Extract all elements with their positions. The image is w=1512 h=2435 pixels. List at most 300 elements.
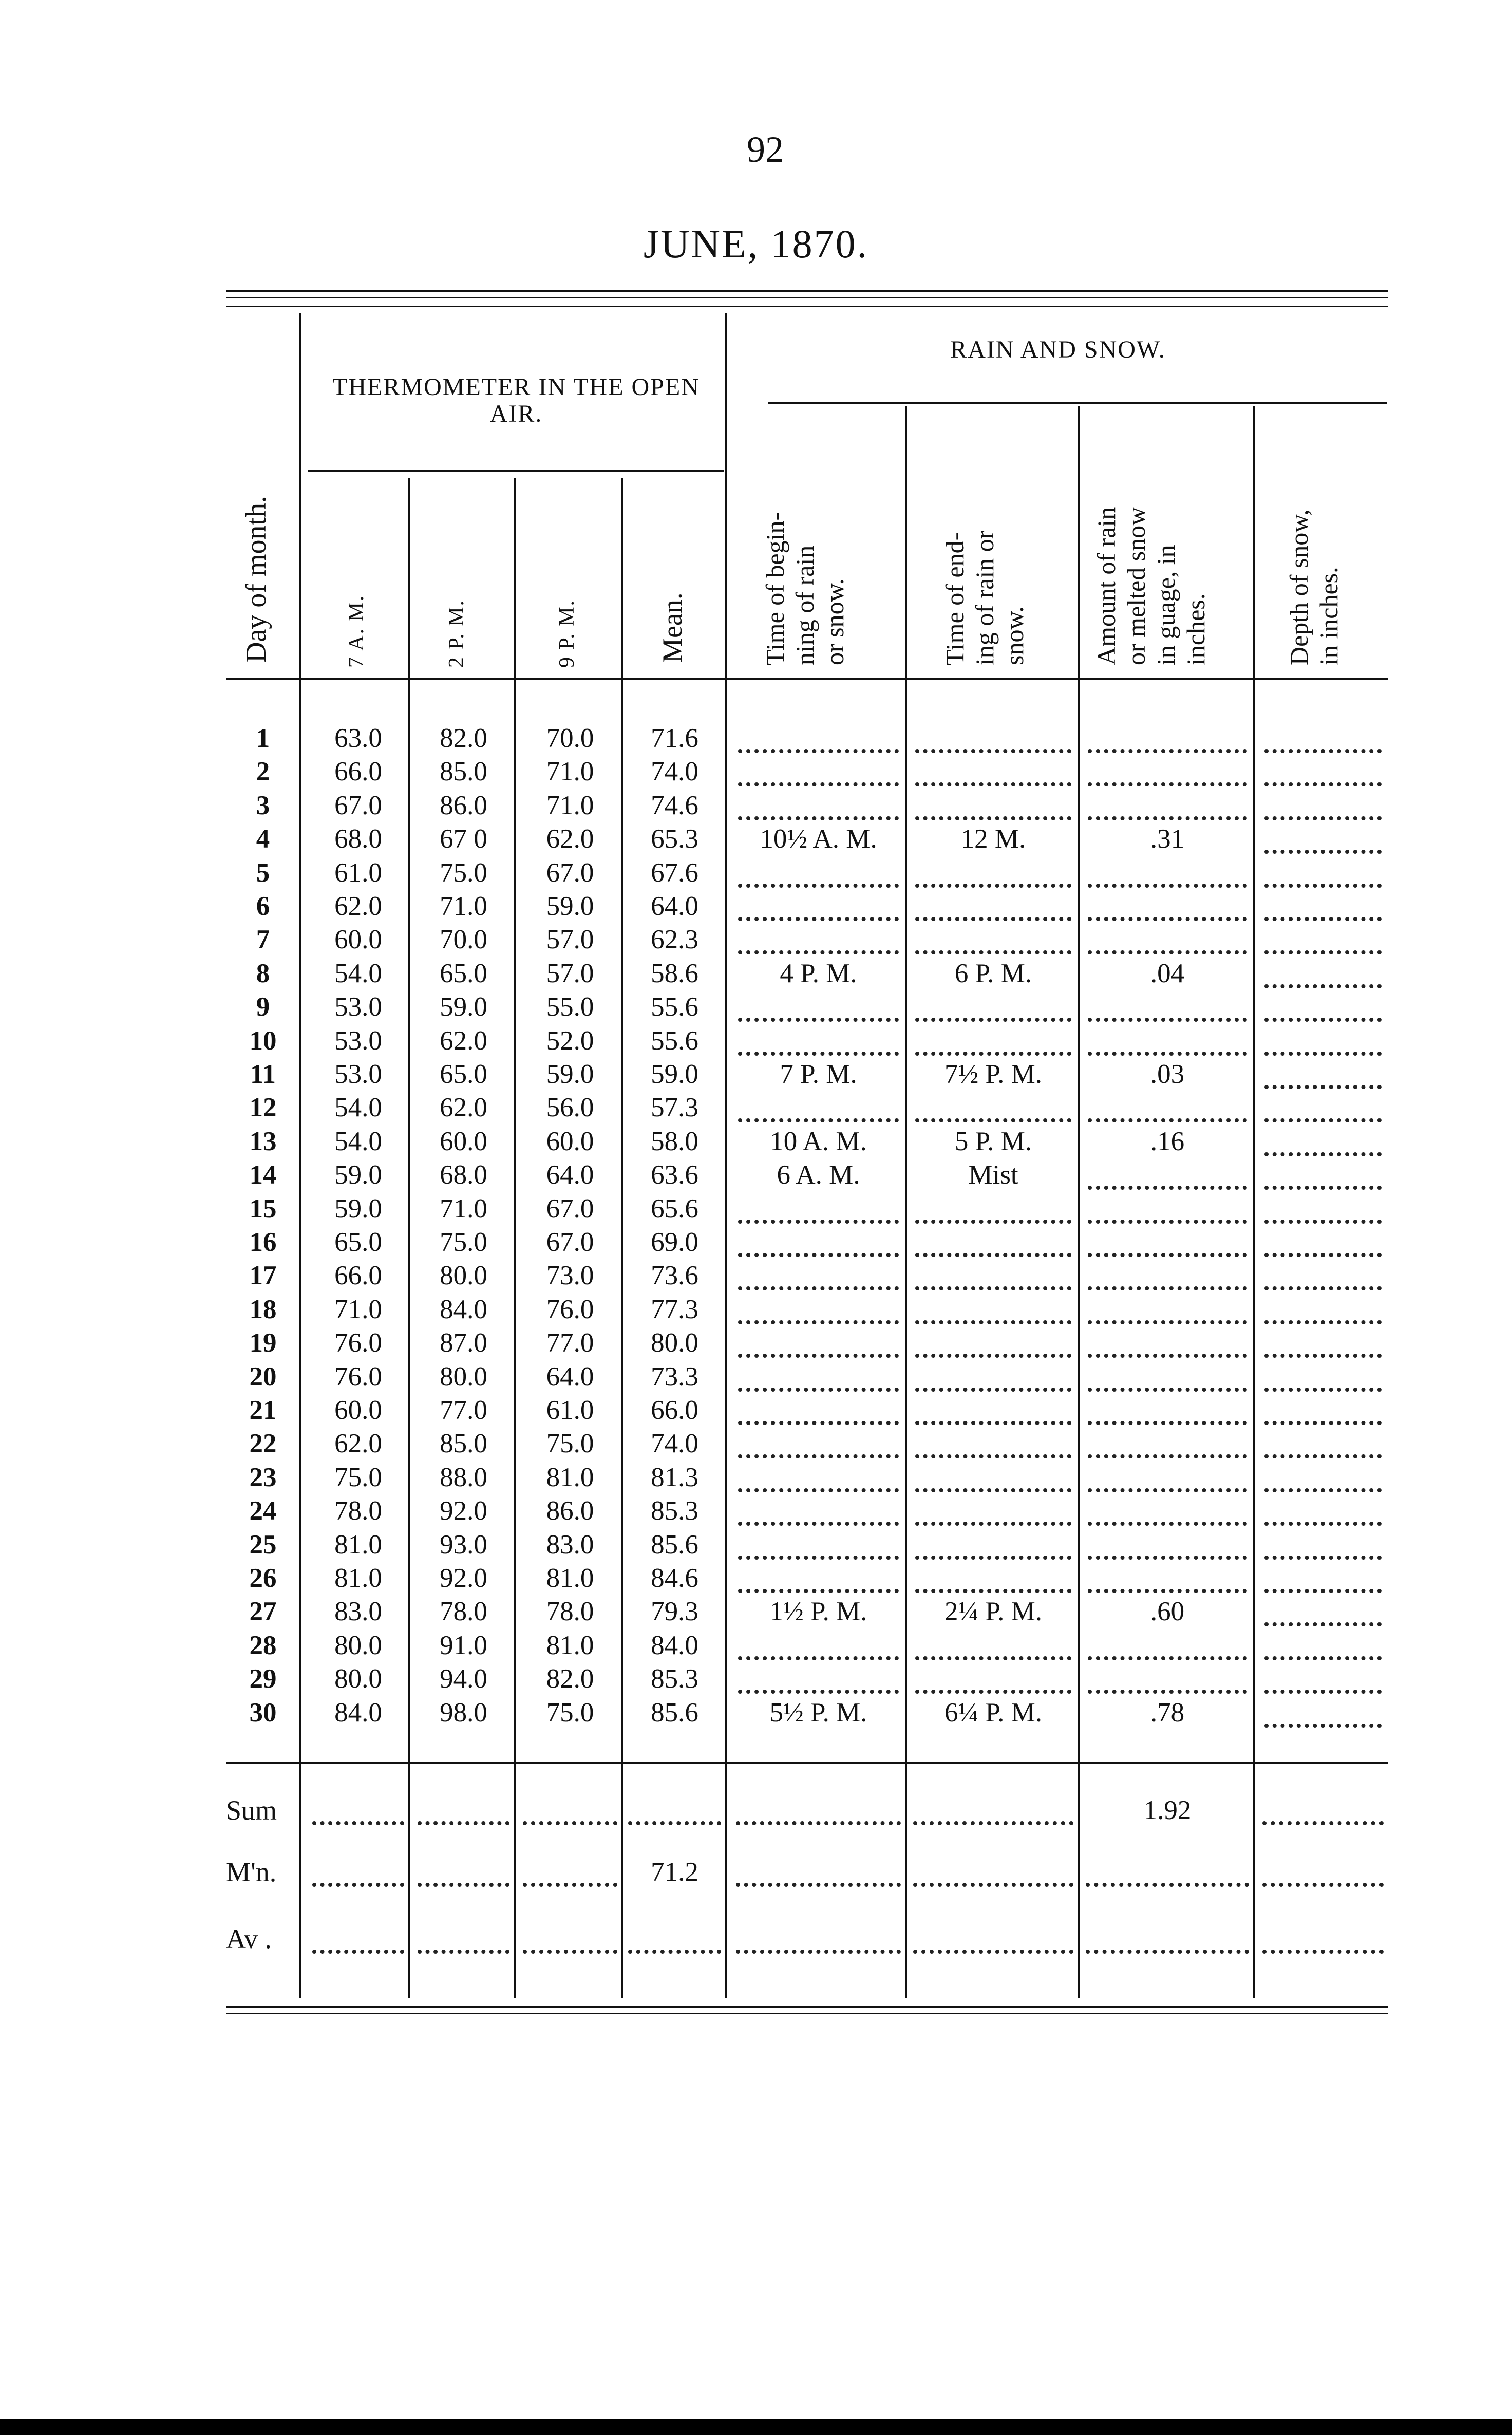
end-leader-dots (915, 921, 1071, 954)
mean-cell: 74.0 (651, 757, 698, 787)
day-cell: 22 (249, 1429, 277, 1459)
day-cell: 26 (249, 1563, 277, 1593)
depth-line-1: Depth of snow, (1284, 509, 1313, 665)
begin-leader-dots (738, 1257, 899, 1290)
t9-cell: 60.0 (546, 1126, 594, 1156)
t2-cell: 87.0 (440, 1328, 487, 1358)
time-end-line-3: snow. (1000, 606, 1029, 665)
begin-leader-dots (738, 1022, 899, 1056)
mean-cell: 69.0 (651, 1227, 698, 1257)
mean-cell: 65.3 (651, 824, 698, 854)
page-number: 92 (747, 129, 784, 170)
summary-leader-dots (312, 1920, 404, 1954)
begin-leader-dots (738, 1459, 899, 1492)
summary-leader-dots (736, 1853, 901, 1887)
depth-leader-dots (1264, 1425, 1382, 1458)
begin-leader-dots (738, 1358, 899, 1392)
t2-cell: 93.0 (440, 1529, 487, 1560)
day-cell: 30 (249, 1697, 277, 1728)
depth-leader-dots (1264, 1526, 1382, 1560)
t7-cell: 68.0 (334, 824, 382, 854)
day-cell: 2 (256, 757, 270, 787)
summary-leader-dots (913, 1853, 1073, 1887)
amount-leader-dots (1088, 720, 1247, 753)
day-cell: 12 (249, 1093, 277, 1123)
mean-cell: 71.6 (651, 723, 698, 753)
summary-leader-dots (628, 1792, 721, 1825)
t9-cell: 71.0 (546, 790, 594, 820)
depth-leader-dots (1264, 1156, 1382, 1190)
t7-cell: 59.0 (334, 1160, 382, 1190)
summary-mean-cell: 71.2 (651, 1857, 698, 1887)
t7-cell: 71.0 (334, 1294, 382, 1324)
mean-cell: 84.0 (651, 1630, 698, 1660)
begin-leader-dots (738, 1627, 899, 1660)
divider-begin (905, 406, 907, 1998)
depth-leader-dots (1264, 1022, 1382, 1056)
amount-leader-dots (1088, 1526, 1247, 1560)
t7-cell: 65.0 (334, 1227, 382, 1257)
depth-leader-dots (1264, 1224, 1382, 1257)
depth-leader-dots (1264, 1560, 1382, 1593)
t7-cell: 66.0 (334, 1261, 382, 1291)
depth-leader-dots (1264, 1660, 1382, 1694)
mean-cell: 81.3 (651, 1462, 698, 1492)
mean-cell: 55.6 (651, 992, 698, 1022)
summary-leader-dots (913, 1920, 1073, 1954)
day-cell: 25 (249, 1529, 277, 1560)
summary-leader-dots (418, 1920, 509, 1954)
t9-cell: 57.0 (546, 958, 594, 988)
t7-cell: 75.0 (334, 1462, 382, 1492)
begin-cell: 1½ P. M. (769, 1597, 867, 1627)
t7-cell: 76.0 (334, 1361, 382, 1392)
t2-cell: 62.0 (440, 1093, 487, 1123)
day-cell: 17 (249, 1261, 277, 1291)
t2-cell: 84.0 (440, 1294, 487, 1324)
begin-leader-dots (738, 720, 899, 753)
t9-cell: 52.0 (546, 1025, 594, 1056)
summary-leader-dots (1262, 1920, 1384, 1954)
begin-leader-dots (738, 1392, 899, 1425)
mean-cell: 73.6 (651, 1261, 698, 1291)
t2-cell: 62.0 (440, 1025, 487, 1056)
end-leader-dots (915, 1022, 1071, 1056)
depth-leader-dots (1264, 888, 1382, 921)
summary-leader-dots (736, 1792, 901, 1825)
depth-leader-dots (1264, 921, 1382, 954)
t9-cell: 61.0 (546, 1395, 594, 1425)
t2-cell: 80.0 (440, 1261, 487, 1291)
summary-leader-dots (1262, 1853, 1384, 1887)
t2-cell: 77.0 (440, 1395, 487, 1425)
t9-cell: 56.0 (546, 1093, 594, 1123)
day-cell: 20 (249, 1361, 277, 1392)
t2-cell: 98.0 (440, 1697, 487, 1728)
day-cell: 18 (249, 1294, 277, 1324)
day-cell: 6 (256, 891, 270, 921)
t7-cell: 84.0 (334, 1697, 382, 1728)
t9-cell: 67.0 (546, 1193, 594, 1224)
t7-cell: 78.0 (334, 1496, 382, 1526)
summary-leader-dots (418, 1792, 509, 1825)
mean-cell: 58.6 (651, 958, 698, 988)
end-leader-dots (915, 1560, 1071, 1593)
mean-cell: 85.3 (651, 1664, 698, 1694)
t7-cell: 54.0 (334, 958, 382, 988)
t7-cell: 80.0 (334, 1664, 382, 1694)
t9-cell: 67.0 (546, 1227, 594, 1257)
t9-cell: 78.0 (546, 1597, 594, 1627)
mean-cell: 77.3 (651, 1294, 698, 1324)
begin-leader-dots (738, 888, 899, 921)
begin-cell: 4 P. M. (780, 958, 857, 988)
end-leader-dots (915, 1392, 1071, 1425)
depth-leader-dots (1264, 1492, 1382, 1526)
begin-leader-dots (738, 1324, 899, 1358)
t2-cell: 75.0 (440, 857, 487, 888)
t9-cell: 71.0 (546, 757, 594, 787)
t7-cell: 81.0 (334, 1529, 382, 1560)
depth-leader-dots (1264, 753, 1382, 786)
amount-cell: .31 (1150, 824, 1185, 854)
summary-leader-dots (523, 1792, 617, 1825)
begin-leader-dots (738, 1291, 899, 1324)
t7-cell: 54.0 (334, 1126, 382, 1156)
t7-cell: 60.0 (334, 925, 382, 955)
depth-leader-dots (1264, 955, 1382, 988)
divider-7am (408, 478, 410, 1998)
end-leader-dots (915, 1224, 1071, 1257)
begin-leader-dots (738, 921, 899, 954)
top-rule (226, 290, 1388, 292)
summary-leader-dots (736, 1920, 901, 1954)
t7-cell: 83.0 (334, 1597, 382, 1627)
t9-cell: 81.0 (546, 1563, 594, 1593)
day-cell: 19 (249, 1328, 277, 1358)
end-leader-dots (915, 1291, 1071, 1324)
mean-cell: 62.3 (651, 925, 698, 955)
mean-cell: 74.0 (651, 1429, 698, 1459)
divider-9pm (621, 478, 623, 1998)
amount-leader-dots (1088, 1660, 1247, 1694)
amount-cell: .78 (1150, 1697, 1185, 1728)
day-cell: 15 (249, 1193, 277, 1224)
mean-cell: 55.6 (651, 1025, 698, 1056)
t2-cell: 85.0 (440, 1429, 487, 1459)
rain-header-line (768, 402, 1387, 404)
t9-cell: 55.0 (546, 992, 594, 1022)
mean-cell: 64.0 (651, 891, 698, 921)
depth-leader-dots (1264, 787, 1382, 820)
end-cell: 5 P. M. (954, 1126, 1032, 1156)
mean-cell: 66.0 (651, 1395, 698, 1425)
amount-leader-dots (1088, 787, 1247, 820)
t7-cell: 54.0 (334, 1093, 382, 1123)
end-leader-dots (915, 1627, 1071, 1660)
amount-cell: .04 (1150, 958, 1185, 988)
amount-leader-dots (1088, 854, 1247, 888)
day-cell: 21 (249, 1395, 277, 1425)
t9-cell: 59.0 (546, 1059, 594, 1089)
day-cell: 28 (249, 1630, 277, 1660)
begin-leader-dots (738, 1224, 899, 1257)
depth-leader-dots (1264, 1324, 1382, 1358)
mean-cell: 79.3 (651, 1597, 698, 1627)
summary-label: Sum (226, 1795, 277, 1826)
time-end-header (940, 531, 1029, 665)
amount-line-4: inches. (1181, 593, 1210, 665)
amount-leader-dots (1088, 1089, 1247, 1122)
t7-cell: 63.0 (334, 723, 382, 753)
depth-leader-dots (1264, 1593, 1382, 1626)
day-cell: 8 (256, 958, 270, 988)
t2-cell: 86.0 (440, 790, 487, 820)
amount-leader-dots (1088, 1392, 1247, 1425)
end-leader-dots (915, 1660, 1071, 1694)
begin-cell: 5½ P. M. (769, 1697, 867, 1728)
t2-cell: 80.0 (440, 1361, 487, 1392)
amount-leader-dots (1088, 1459, 1247, 1492)
t7-cell: 80.0 (334, 1630, 382, 1660)
scan-bottom-edge (0, 2419, 1512, 2435)
mean-cell: 80.0 (651, 1328, 698, 1358)
time-end-line-2: ing of rain or (970, 530, 999, 665)
amount-cell: .16 (1150, 1126, 1185, 1156)
t9-cell: 83.0 (546, 1529, 594, 1560)
t2-cell: 88.0 (440, 1462, 487, 1492)
mean-cell: 58.0 (651, 1126, 698, 1156)
begin-cell: 6 A. M. (777, 1160, 860, 1190)
end-cell: 6 P. M. (954, 958, 1032, 988)
mean-cell: 57.3 (651, 1093, 698, 1123)
mean-cell: 73.3 (651, 1361, 698, 1392)
day-cell: 24 (249, 1496, 277, 1526)
amount-leader-dots (1088, 1224, 1247, 1257)
t9-cell: 64.0 (546, 1160, 594, 1190)
day-cell: 13 (249, 1126, 277, 1156)
summary-leader-dots (1086, 1920, 1249, 1954)
day-cell: 7 (256, 925, 270, 955)
amount-header (1091, 507, 1211, 665)
t7-cell: 62.0 (334, 891, 382, 921)
begin-cell: 7 P. M. (780, 1059, 857, 1089)
depth-leader-dots (1264, 1089, 1382, 1122)
amount-leader-dots (1088, 1257, 1247, 1290)
t2-cell: 92.0 (440, 1563, 487, 1593)
day-cell: 3 (256, 790, 270, 820)
top-rule-inner (226, 297, 1388, 298)
summary-leader-dots (523, 1920, 617, 1954)
end-leader-dots (915, 1459, 1071, 1492)
amount-leader-dots (1088, 988, 1247, 1022)
amount-leader-dots (1088, 1156, 1247, 1190)
end-leader-dots (915, 787, 1071, 820)
t2-cell: 60.0 (440, 1126, 487, 1156)
t7-cell: 81.0 (334, 1563, 382, 1593)
summary-leader-dots (1262, 1792, 1384, 1825)
header-bottom-line (226, 678, 1388, 680)
end-leader-dots (915, 1492, 1071, 1526)
end-cell: 12 M. (960, 824, 1026, 854)
begin-leader-dots (738, 1190, 899, 1224)
depth-line-2: in inches. (1314, 567, 1343, 665)
summary-leader-dots (913, 1792, 1073, 1825)
amount-leader-dots (1088, 1022, 1247, 1056)
depth-leader-dots (1264, 854, 1382, 888)
depth-leader-dots (1264, 1190, 1382, 1224)
end-leader-dots (915, 854, 1071, 888)
t9-cell: 81.0 (546, 1462, 594, 1492)
depth-leader-dots (1264, 1056, 1382, 1089)
divider-mean (725, 313, 727, 1998)
end-leader-dots (915, 1526, 1071, 1560)
amount-cell: .03 (1150, 1059, 1185, 1089)
begin-leader-dots (738, 1660, 899, 1694)
thermo-header-line (308, 470, 724, 472)
bottom-rule-inner (226, 2013, 1388, 2014)
amount-leader-dots (1088, 921, 1247, 954)
t2-cell: 65.0 (440, 1059, 487, 1089)
mean-cell: 59.0 (651, 1059, 698, 1089)
t9-cell: 75.0 (546, 1697, 594, 1728)
begin-cell: 10½ A. M. (760, 824, 877, 854)
time-begin-line-3: or snow. (820, 578, 849, 665)
t7-cell: 67.0 (334, 790, 382, 820)
t2-cell: 78.0 (440, 1597, 487, 1627)
end-cell: 2¼ P. M. (944, 1597, 1042, 1627)
time-end-line-1: Time of end- (940, 532, 969, 665)
2pm-header: 2 P. M. (445, 599, 468, 668)
t7-cell: 53.0 (334, 1059, 382, 1089)
divider-end (1078, 406, 1080, 1998)
summary-leader-dots (628, 1920, 721, 1954)
summary-top-line (226, 1762, 1388, 1764)
t9-cell: 73.0 (546, 1261, 594, 1291)
bottom-rule (226, 2006, 1388, 2008)
amount-leader-dots (1088, 1324, 1247, 1358)
mean-cell: 84.6 (651, 1563, 698, 1593)
t9-cell: 59.0 (546, 891, 594, 921)
t7-cell: 53.0 (334, 992, 382, 1022)
depth-leader-dots (1264, 1358, 1382, 1392)
t7-cell: 62.0 (334, 1429, 382, 1459)
begin-leader-dots (738, 1560, 899, 1593)
end-leader-dots (915, 1324, 1071, 1358)
mean-cell: 85.6 (651, 1529, 698, 1560)
depth-leader-dots (1264, 988, 1382, 1022)
end-leader-dots (915, 1190, 1071, 1224)
t7-cell: 60.0 (334, 1395, 382, 1425)
depth-leader-dots (1264, 1291, 1382, 1324)
t2-cell: 85.0 (440, 757, 487, 787)
t2-cell: 71.0 (440, 891, 487, 921)
amount-leader-dots (1088, 1190, 1247, 1224)
end-leader-dots (915, 888, 1071, 921)
divider-2pm (514, 478, 516, 1998)
begin-leader-dots (738, 1526, 899, 1560)
day-cell: 1 (256, 723, 270, 753)
summary-label: Av . (226, 1923, 272, 1954)
begin-leader-dots (738, 988, 899, 1022)
t2-cell: 82.0 (440, 723, 487, 753)
day-cell: 9 (256, 992, 270, 1022)
depth-leader-dots (1264, 820, 1382, 854)
t9-cell: 75.0 (546, 1429, 594, 1459)
mean-cell: 67.6 (651, 857, 698, 888)
day-cell: 10 (249, 1025, 277, 1056)
day-cell: 4 (256, 824, 270, 854)
mean-header: Mean. (657, 592, 688, 663)
begin-leader-dots (738, 787, 899, 820)
amount-leader-dots (1088, 1627, 1247, 1660)
t2-cell: 70.0 (440, 925, 487, 955)
end-leader-dots (915, 1257, 1071, 1290)
amount-cell: .60 (1150, 1597, 1185, 1627)
day-cell: 23 (249, 1462, 277, 1492)
end-leader-dots (915, 1089, 1071, 1122)
t9-cell: 57.0 (546, 925, 594, 955)
end-leader-dots (915, 1425, 1071, 1458)
end-leader-dots (915, 753, 1071, 786)
begin-leader-dots (738, 1492, 899, 1526)
t9-cell: 76.0 (546, 1294, 594, 1324)
t7-cell: 59.0 (334, 1193, 382, 1224)
day-cell: 16 (249, 1227, 277, 1257)
t2-cell: 91.0 (440, 1630, 487, 1660)
t2-cell: 67 0 (440, 824, 487, 854)
depth-leader-dots (1264, 1392, 1382, 1425)
time-begin-line-2: ning of rain (790, 545, 819, 665)
rain-group-header: RAIN AND SNOW. (950, 336, 1166, 363)
begin-leader-dots (738, 1089, 899, 1122)
time-begin-header (760, 512, 849, 665)
t9-cell: 64.0 (546, 1361, 594, 1392)
end-cell: 6¼ P. M. (944, 1697, 1042, 1728)
depth-leader-dots (1264, 1694, 1382, 1728)
t2-cell: 75.0 (440, 1227, 487, 1257)
t7-cell: 66.0 (334, 757, 382, 787)
begin-leader-dots (738, 753, 899, 786)
day-of-month-header: Day of month. (240, 495, 272, 663)
thermometer-group-header: THERMOMETER IN THE OPEN AIR. (332, 373, 700, 427)
t9-cell: 82.0 (546, 1664, 594, 1694)
amount-leader-dots (1088, 888, 1247, 921)
mean-cell: 85.3 (651, 1496, 698, 1526)
end-leader-dots (915, 1358, 1071, 1392)
amount-line-1: Amount of rain (1092, 507, 1121, 665)
summary-leader-dots (523, 1853, 617, 1887)
summary-leader-dots (1086, 1853, 1249, 1887)
t7-cell: 61.0 (334, 857, 382, 888)
amount-leader-dots (1088, 1492, 1247, 1526)
summary-amount-cell: 1.92 (1143, 1795, 1192, 1825)
depth-header (1284, 509, 1344, 665)
page-title: JUNE, 1870. (643, 221, 869, 266)
amount-leader-dots (1088, 753, 1247, 786)
t9-cell: 70.0 (546, 723, 594, 753)
7am-header: 7 A. M. (345, 594, 368, 668)
t2-cell: 71.0 (440, 1193, 487, 1224)
summary-label: M'n. (226, 1857, 277, 1887)
t9-cell: 77.0 (546, 1328, 594, 1358)
amount-leader-dots (1088, 1291, 1247, 1324)
depth-leader-dots (1264, 1459, 1382, 1492)
amount-leader-dots (1088, 1425, 1247, 1458)
9pm-header: 9 P. M. (555, 599, 579, 668)
divider-amount (1253, 406, 1255, 1998)
t7-cell: 53.0 (334, 1025, 382, 1056)
